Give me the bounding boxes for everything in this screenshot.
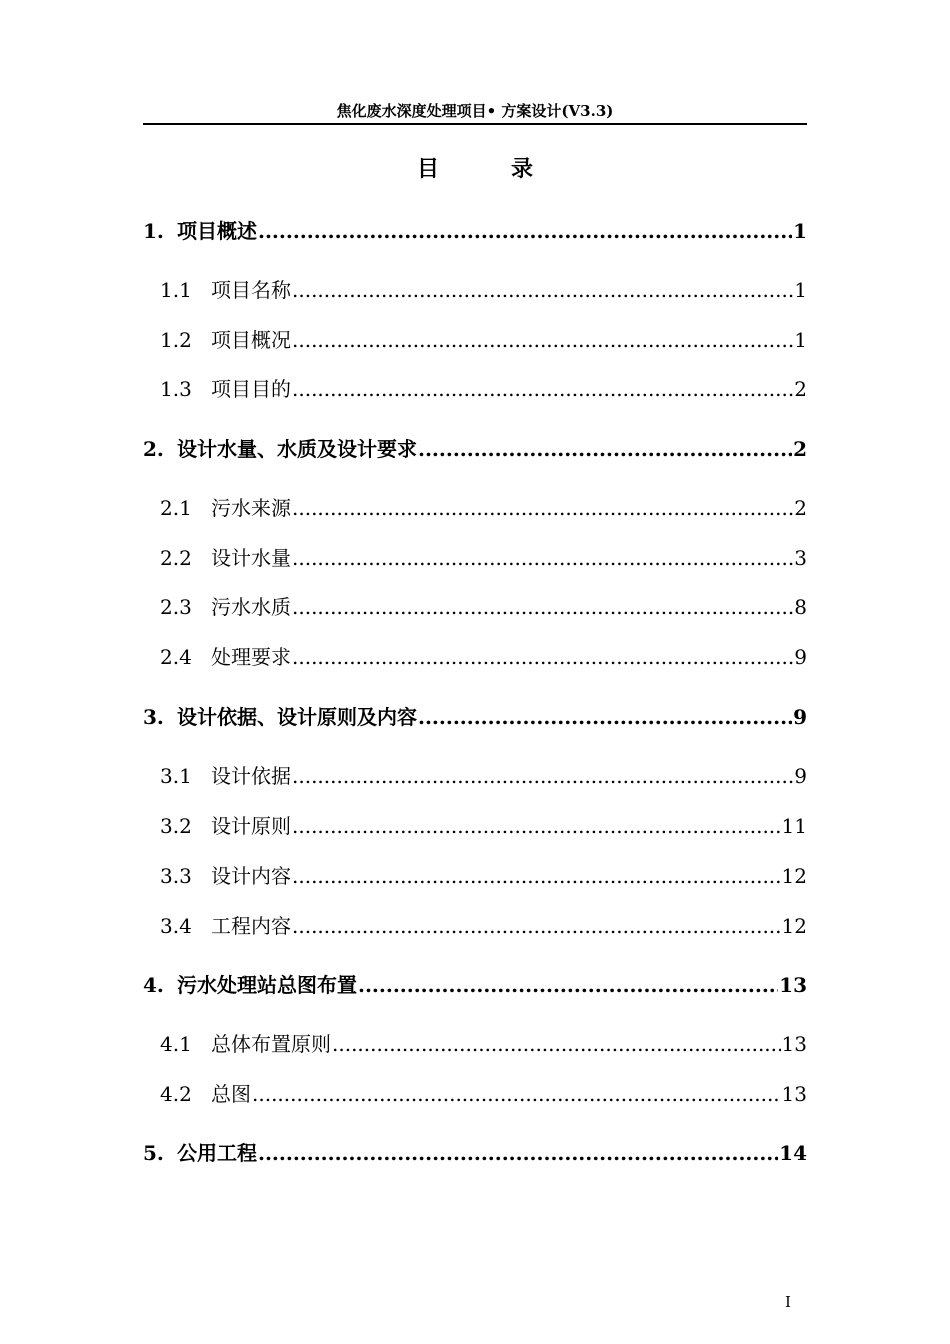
toc-entry[interactable] — [143, 700, 807, 734]
toc-leader-dots — [358, 968, 778, 1002]
toc-entry-number: 3.1 — [160, 764, 192, 788]
toc-entry[interactable] — [143, 273, 807, 307]
toc-entry-label: 总体布置原则 — [211, 1032, 331, 1056]
toc-entry-number: 2.4 — [160, 645, 192, 669]
toc-leader-dots — [418, 432, 792, 466]
toc-leader-dots — [292, 590, 793, 624]
toc-entry-number: 3.2 — [160, 814, 192, 838]
toc-leader-dots — [292, 859, 781, 893]
toc-entry-label: 污水水质 — [211, 595, 291, 619]
toc-entry-number: 5. — [143, 1141, 164, 1165]
toc-entry[interactable] — [143, 859, 807, 893]
toc-entry-number: 1.2 — [160, 328, 192, 352]
toc-entry-page: 8 — [794, 595, 807, 619]
toc-entry-label: 项目名称 — [211, 278, 291, 302]
toc-entry[interactable] — [143, 323, 807, 357]
toc-entry-number: 3.3 — [160, 864, 192, 888]
header-title: 焦化废水深度处理项目• 方案设计(V3.3) — [336, 102, 614, 120]
toc-entry-page: 3 — [794, 546, 807, 570]
toc-entry-page: 11 — [781, 814, 807, 838]
toc-leader-dots — [292, 491, 793, 525]
toc-entry[interactable] — [143, 909, 807, 943]
toc-entry-page: 14 — [779, 1141, 807, 1165]
toc-leader-dots — [292, 372, 793, 406]
page-number: I — [785, 1293, 791, 1311]
toc-leader-dots — [258, 214, 792, 248]
toc-entry-page: 9 — [794, 764, 807, 788]
toc-entry-number: 1.3 — [160, 377, 192, 401]
toc-leader-dots — [252, 1077, 781, 1111]
toc-entry-label: 工程内容 — [211, 914, 291, 938]
toc-entry-label: 处理要求 — [211, 645, 291, 669]
toc-entry-number: 2.3 — [160, 595, 192, 619]
toc-entry-label: 设计内容 — [211, 864, 291, 888]
page-header — [143, 101, 807, 125]
toc-entry-number: 3.4 — [160, 914, 192, 938]
toc-leader-dots — [258, 1136, 778, 1170]
toc-entry[interactable] — [143, 1136, 807, 1170]
toc-entry-label: 总图 — [211, 1082, 251, 1106]
toc-entry-number: 4.1 — [160, 1032, 192, 1056]
toc-entry-label: 项目概况 — [211, 328, 291, 352]
toc-entry-number: 2.2 — [160, 546, 192, 570]
toc-leader-dots — [292, 909, 781, 943]
toc-entry[interactable] — [143, 640, 807, 674]
toc-entry-number: 1. — [143, 219, 164, 243]
toc-entry-label: 设计水量、水质及设计要求 — [177, 437, 417, 461]
toc-entry-label: 项目概述 — [177, 219, 257, 243]
toc-leader-dots — [418, 700, 792, 734]
toc-title-char-1: 目 — [416, 156, 439, 182]
toc-entry-number: 2.1 — [160, 496, 192, 520]
toc-entry[interactable] — [143, 491, 807, 525]
toc-entry-page: 2 — [794, 377, 807, 401]
toc-leader-dots — [292, 640, 793, 674]
toc-entry-label: 污水处理站总图布置 — [177, 973, 357, 997]
toc-entry[interactable] — [143, 372, 807, 406]
toc-entry-page: 9 — [793, 705, 807, 729]
toc-entry-number: 4. — [143, 973, 164, 997]
toc-leader-dots — [292, 273, 793, 307]
toc-entry[interactable] — [143, 1027, 807, 1061]
toc-entry-label: 项目目的 — [211, 377, 291, 401]
toc-leader-dots — [292, 541, 793, 575]
toc-leader-dots — [292, 323, 793, 357]
toc-leader-dots — [292, 809, 781, 843]
toc-entry[interactable] — [143, 590, 807, 624]
toc-entry[interactable] — [143, 214, 807, 248]
toc-entry-label: 设计依据、设计原则及内容 — [177, 705, 417, 729]
toc-entry-page: 13 — [779, 973, 807, 997]
toc-entry-page: 12 — [781, 914, 807, 938]
toc-entry-page: 13 — [781, 1032, 807, 1056]
toc-entry[interactable] — [143, 432, 807, 466]
toc-entry-label: 公用工程 — [177, 1141, 257, 1165]
toc-entry-number: 1.1 — [160, 278, 192, 302]
toc-entry-page: 9 — [794, 645, 807, 669]
toc-entry-page: 1 — [793, 219, 807, 243]
toc-entry[interactable] — [143, 968, 807, 1002]
toc-entry-number: 4.2 — [160, 1082, 192, 1106]
toc-entry-number: 2. — [143, 437, 164, 461]
toc-entry[interactable] — [143, 759, 807, 793]
toc-entry-label: 设计依据 — [211, 764, 291, 788]
toc-entry-number: 3. — [143, 705, 164, 729]
toc-entry-page: 2 — [793, 437, 807, 461]
toc-entry[interactable] — [143, 1077, 807, 1111]
toc-entry-label: 设计水量 — [211, 546, 291, 570]
toc-title — [0, 152, 950, 186]
toc-entry[interactable] — [143, 541, 807, 575]
toc-entry[interactable] — [143, 809, 807, 843]
toc-entry-page: 12 — [781, 864, 807, 888]
toc-entry-page: 1 — [794, 328, 807, 352]
toc-entry-label: 污水来源 — [211, 496, 291, 520]
toc-entry-page: 13 — [781, 1082, 807, 1106]
toc-entry-label: 设计原则 — [211, 814, 291, 838]
toc-entry-page: 1 — [794, 278, 807, 302]
toc-entry-page: 2 — [794, 496, 807, 520]
toc-title-char-2: 录 — [511, 156, 534, 182]
toc-leader-dots — [292, 759, 793, 793]
toc-leader-dots — [332, 1027, 781, 1061]
